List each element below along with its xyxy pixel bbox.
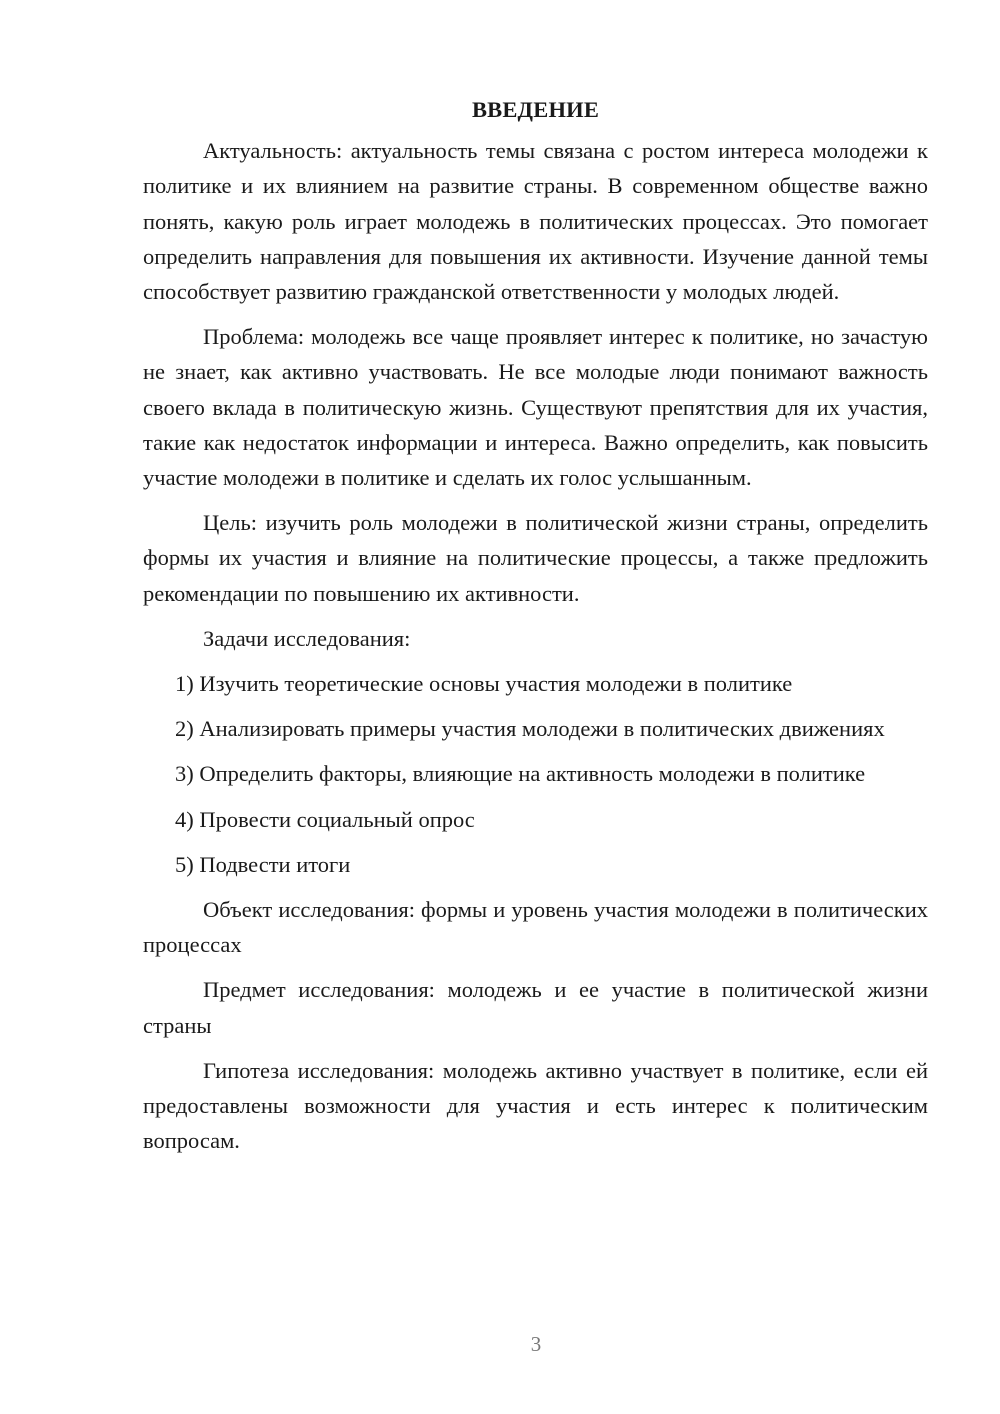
- page-title: ВВЕДЕНИЕ: [471, 97, 600, 122]
- paragraph-problem: Проблема: молодежь все чаще проявляет интерес к политике, но зачастую не знает, как активно участвовать. Не все молодые люди понимают важность своего вклада в политическую жизнь. Существуют препятствия для их участия, такие как недостаток информации и интереса. Важно определить, как повысить участие молодежи в политике и сделать их голос услышанным.: [143, 324, 928, 491]
- tasks-heading: Задачи исследования:: [203, 625, 411, 651]
- paragraph-object: Объект исследования: формы и уровень участия молодежи в политических процессах: [143, 897, 928, 958]
- paragraph-goal: Цель: изучить роль молодежи в политической жизни страны, определить формы их участия и влияние на политические процессы, а также предложить рекомендации по повышению их активности.: [143, 510, 928, 606]
- list-item: 2) Анализировать примеры участия молодежи в политических движениях: [175, 716, 885, 742]
- list-item: 5) Подвести итоги: [175, 851, 351, 877]
- list-item: 1) Изучить теоретические основы участия молодежи в политике: [175, 671, 793, 697]
- tasks-list: [143, 666, 928, 882]
- paragraph-subject: Предмет исследования: молодежь и ее участие в политической жизни страны: [143, 977, 928, 1038]
- paragraph-relevance: Актуальность: актуальность темы связана с ростом интереса молодежи к политике и их влиянием на развитие страны. В современном обществе важно понять, какую роль играет молодежь в политических процессах. Это помогает определить направления для повышения их активности. Изучение данной темы способствует развитию гражданской ответственности у молодых людей.: [143, 138, 928, 305]
- page-content: [143, 92, 928, 1168]
- list-item: 3) Определить факторы, влияющие на активность молодежи в политике: [175, 761, 866, 787]
- list-item: 4) Провести социальный опрос: [175, 806, 475, 832]
- paragraph-hypothesis: Гипотеза исследования: молодежь активно участвует в политике, если ей предоставлены возможности для участия и есть интерес к политическим вопросам.: [143, 1057, 928, 1154]
- page-number: 3: [530, 1332, 542, 1356]
